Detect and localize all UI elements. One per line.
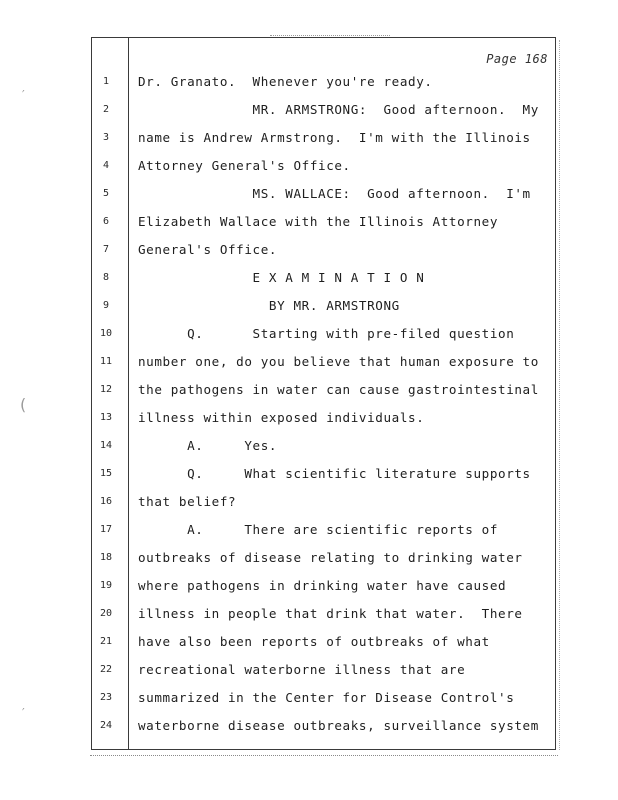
transcript-line [0,572,618,600]
line-text: Q. What scientific literature supports [138,466,531,481]
line-number: 3 [102,132,110,143]
transcript-line [0,544,618,572]
line-text: waterborne disease outbreaks, surveillance system [138,718,539,733]
line-text: the pathogens in water can cause gastrointestinal [138,382,539,397]
transcript-line [0,628,618,656]
transcript-line [0,124,618,152]
transcript-line [0,264,618,292]
line-number: 20 [99,608,113,619]
line-text: A. There are scientific reports of [138,522,499,537]
transcript-line [0,152,618,180]
line-number: 22 [99,664,113,675]
line-number: 2 [102,104,110,115]
transcript-line [0,96,618,124]
line-number: 9 [102,300,110,311]
line-number: 17 [99,524,113,535]
scan-mark-top-left: ′ [22,88,25,102]
line-text: illness within exposed individuals. [138,410,425,425]
line-text: Q. Starting with pre-filed question [138,326,515,341]
line-number: 21 [99,636,113,647]
line-number: 19 [99,580,113,591]
transcript-line [0,320,618,348]
line-number: 11 [99,356,113,367]
line-text: A. Yes. [138,438,278,453]
transcript-line [0,180,618,208]
line-text: Attorney General's Office. [138,158,351,173]
line-text: Elizabeth Wallace with the Illinois Attorney [138,214,499,229]
line-text: General's Office. [138,242,278,257]
line-number: 18 [99,552,113,563]
line-text: MR. ARMSTRONG: Good afternoon. My [138,102,539,117]
page-number: Page 168 [486,52,548,66]
transcript-line [0,292,618,320]
scan-mark-bottom-left: ′ [22,706,25,720]
line-number: 1 [102,76,110,87]
scan-artifact-bottom [90,755,558,756]
line-text: have also been reports of outbreaks of what [138,634,490,649]
line-text: MS. WALLACE: Good afternoon. I'm [138,186,531,201]
scan-artifact-top [270,35,390,36]
line-text: E X A M I N A T I O N [138,270,425,285]
line-number: 24 [99,720,113,731]
line-text: Dr. Granato. Whenever you're ready. [138,74,433,89]
transcript-line [0,488,618,516]
transcript-line [0,600,618,628]
line-number: 5 [102,188,110,199]
transcript-line [0,376,618,404]
line-number: 6 [102,216,110,227]
transcript-line [0,712,618,740]
transcript-line [0,68,618,96]
line-text: outbreaks of disease relating to drinking water [138,550,523,565]
transcript-line [0,432,618,460]
scan-mark-middle-left: ( [20,395,27,414]
line-text: where pathogens in drinking water have caused [138,578,507,593]
line-number: 16 [99,496,113,507]
line-text: name is Andrew Armstrong. I'm with the Illinois [138,130,531,145]
transcript-line [0,684,618,712]
line-text: BY MR. ARMSTRONG [138,298,400,313]
line-number: 7 [102,244,110,255]
line-text: summarized in the Center for Disease Control's [138,690,515,705]
line-number: 15 [99,468,113,479]
transcript-line [0,656,618,684]
transcript-line [0,516,618,544]
line-number: 4 [102,160,110,171]
transcript-body [0,68,618,740]
transcript-line [0,348,618,376]
line-text: number one, do you believe that human exposure to [138,354,539,369]
line-text: recreational waterborne illness that are [138,662,466,677]
line-number: 14 [99,440,113,451]
line-number: 12 [99,384,113,395]
transcript-line [0,208,618,236]
transcript-line [0,460,618,488]
line-number: 13 [99,412,113,423]
line-text: that belief? [138,494,237,509]
line-text: illness in people that drink that water. There [138,606,523,621]
line-number: 8 [102,272,110,283]
transcript-line [0,236,618,264]
line-number: 10 [99,328,113,339]
line-number: 23 [99,692,113,703]
transcript-line [0,404,618,432]
